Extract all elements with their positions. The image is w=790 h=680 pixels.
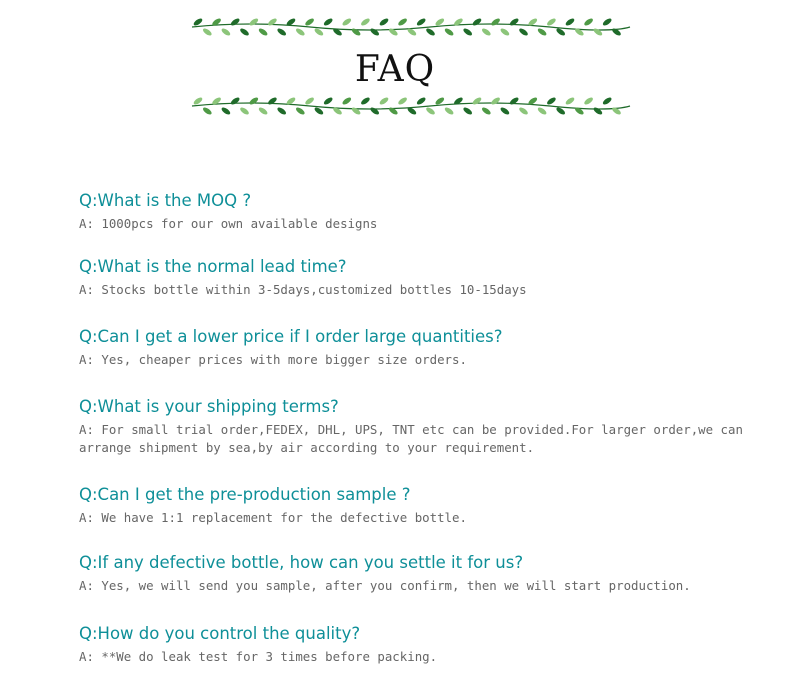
page-title: FAQ bbox=[354, 49, 436, 90]
faq-question: Q:What is your shipping terms? bbox=[79, 397, 339, 416]
faq-item bbox=[79, 256, 759, 299]
faq-item bbox=[79, 552, 759, 595]
faq-question: Q:If any defective bottle, how can you settle it for us? bbox=[79, 553, 524, 572]
faq-answer: A: For small trial order,FEDEX, DHL, UPS, TNT etc can be provided.For larger order,we can arrange shipment by sea,by air according to your requirement. bbox=[79, 422, 743, 455]
faq-question: Q:Can I get a lower price if I order large quantities? bbox=[79, 327, 503, 346]
faq-answer: A: Yes, we will send you sample, after you confirm, then we will start production. bbox=[79, 578, 691, 593]
faq-item bbox=[79, 484, 759, 527]
faq-item bbox=[79, 190, 759, 233]
faq-answer: A: We have 1:1 replacement for the defective bottle. bbox=[79, 510, 467, 525]
faq-answer: A: **We do leak test for 3 times before packing. bbox=[79, 649, 438, 664]
faq-answer: A: Stocks bottle within 3-5days,customized bottles 10-15days bbox=[79, 282, 527, 297]
faq-question: Q:How do you control the quality? bbox=[79, 624, 361, 643]
faq-item bbox=[79, 623, 759, 666]
faq-item bbox=[79, 326, 759, 369]
faq-question: Q:Can I get the pre-production sample ? bbox=[79, 485, 411, 504]
faq-question: Q:What is the normal lead time? bbox=[79, 257, 347, 276]
faq-item bbox=[79, 396, 759, 457]
faq-answer: A: 1000pcs for our own available designs bbox=[79, 216, 378, 231]
faq-answer: A: Yes, cheaper prices with more bigger size orders. bbox=[79, 352, 467, 367]
faq-question: Q:What is the MOQ ? bbox=[79, 191, 252, 210]
leaf-garland-bottom bbox=[190, 91, 632, 121]
leaf-garland-top bbox=[190, 12, 632, 42]
